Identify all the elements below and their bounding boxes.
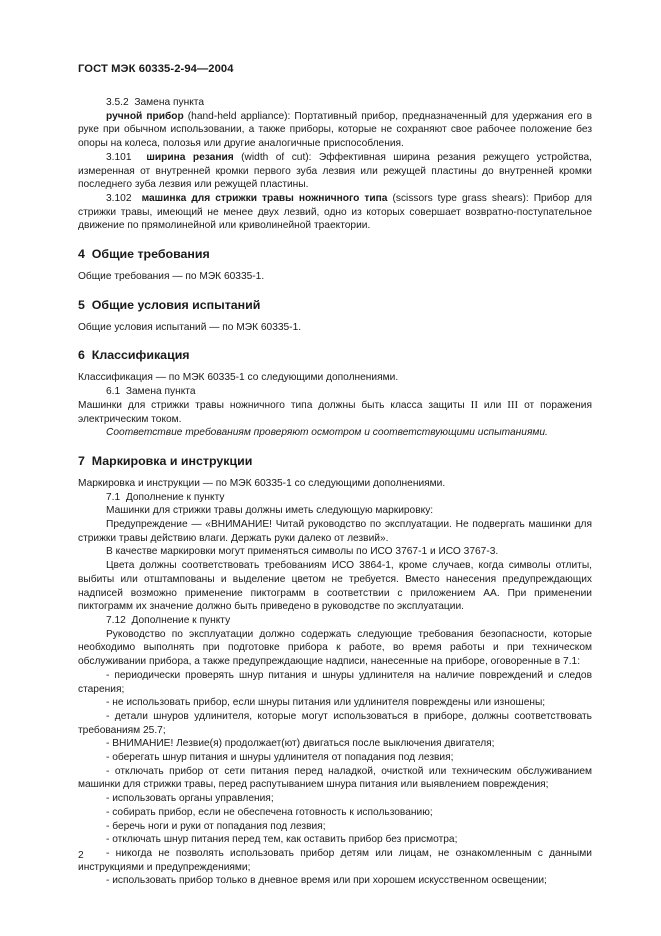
list-item: - использовать прибор только в дневное время или при хорошем искусственном освещении; [106,875,547,887]
clause-text: Замена пункта [134,97,204,108]
list-item: - периодически проверять шнур питания и шнуры удлинителя на наличие повреждений и следов старения; [78,669,592,695]
protection-class-text: Машинки для стрижки травы ножничного типа должны быть класса защиты II или III от поражения электрическим током. [78,398,592,425]
clause-text: Дополнение к пункту [125,491,225,503]
definition-text: (hand-held appliance): Портативный прибор, предназначенный для удержания его в руке при обычном использовании, а также приборы, которые не сохраняют свое рабочее положение без опоры на колеса, полозья или другие аналогичные приспособления. [78,110,593,150]
definition-text: (scissors type grass shears): Прибор для стрижки травы, имеющий не менее двух лезвий, одно из которых совершает возвратно-поступательное движение по прямолинейной или криволинейной траектории. [78,192,592,232]
definition-text: (width of cut): Эффективная ширина резания режущего устройства, измеренная от внутренней кромки первого зуба лезвия или режущей пластины до внутренней кромки последнего зуба лезвия или режущей пластины. [78,151,592,191]
list-item: - ВНИМАНИЕ! Лезвие(я) продолжает(ют) двигаться после выключения двигателя; [106,738,495,750]
list-item: - оберегать шнур питания и шнуры удлинителя от попадания под лезвия; [106,752,454,764]
clause-number: 7.1 [106,491,121,503]
section-number: 4 [78,247,85,262]
clause-text: Дополнение к пункту [131,614,231,626]
term: машинка для стрижки травы ножничного типа [141,192,388,204]
section-number: 6 [78,348,85,363]
clause-number: 3.101 [106,151,132,163]
term: ручной прибор [106,110,184,122]
list-item: - собирать прибор, если не обеспечена готовность к использованию; [106,806,433,818]
colors-text: Цвета должны соответствовать требованиям ИСО 3864-1, кроме случаев, когда символы отлиты, выбиты или отштампованы и выделение цветом не требуется. Вместо нанесения предупреждающих надписей возможно применение пиктограмм в соответствии с приложением АА. При применении пиктограмм их значение должно быть приведено в руководстве по эксплуатации. [78,560,592,613]
clause-6-1 [78,385,592,399]
list-item: - не использовать прибор, если шнуры питания или удлинителя повреждены или изношены; [106,697,546,709]
marking-intro: Машинки для стрижки травы должны иметь следующую маркировку: [106,505,434,517]
document-body [78,96,592,888]
clause-number: 3.102 [106,192,132,204]
clause-text: Замена пункта [125,386,196,398]
term: ширина резания [146,151,234,163]
list-item: - никогда не позволять использовать прибор детям или лицам, не ознакомленным с данными инструкциями и предупреждениями; [78,847,592,873]
clause-number: 6.1 [106,386,121,398]
document-header: ГОСТ МЭК 60335-2-94—2004 [78,63,234,75]
section-title: Классификация [91,348,190,363]
clause-number: 7.12 [106,614,126,626]
section-title: Общие требования [91,247,210,262]
symbols-text: В качестве маркировки могут применяться символы по ИСО 3767-1 и ИСО 3767-3. [106,546,499,558]
section-5-text: Общие условия испытаний — по МЭК 60335-1. [78,321,302,333]
definition-hand-held [78,110,592,151]
section-5-heading [78,298,592,313]
section-4-text: Общие требования — по МЭК 60335-1. [78,271,265,283]
warning-text: Предупреждение — «ВНИМАНИЕ! Читай руководство по эксплуатации. Не подвергать машинки для стрижки травы действию влаги. Держать руки далеко от лезвий». [78,519,592,544]
section-6-text: Классификация — по МЭК 60335-1 со следующими дополнениями. [78,372,399,384]
list-item: - отключать шнур питания перед тем, как оставить прибор без присмотра; [106,834,458,846]
clause-7-1 [78,491,592,505]
section-title: Маркировка и инструкции [91,453,253,468]
list-item: - беречь ноги и руки от попадания под лезвия; [106,820,326,832]
clause-number: 3.5.2 [106,97,129,108]
class-2: II [470,398,478,411]
page-number: 2 [78,850,84,861]
section-4-heading [78,247,592,262]
list-item: - детали шнуров удлинителя, которые могут использоваться в приборе, должны соответствовать требованиям 25.7; [78,710,592,736]
section-number: 5 [78,297,85,312]
section-title: Общие условия испытаний [91,297,261,312]
clause-7-12 [78,614,592,628]
section-7-text: Маркировка и инструкции — по МЭК 60335-1 со следующими дополнениями. [78,477,446,489]
section-7-heading [78,454,592,469]
section-number: 7 [78,453,85,468]
list-item: - использовать органы управления; [106,793,274,805]
definition-3-102 [78,192,592,233]
section-6-heading [78,348,592,363]
manual-requirements: Руководство по эксплуатации должно содержать следующие требования безопасности, которые необходимо выполнять при подготовке прибора к работе, во время работы и при техническом обслуживании прибора, а также предупреждающие надписи, нанесенные на приборе, оговоренные в 7.1: [78,628,592,668]
class-3: III [507,398,519,411]
list-item: - отключать прибор от сети питания перед наладкой, очисткой или техническим обслуживанием машинки для стрижки травы, перед распутыванием шнура питания или выявлением повреждения; [78,765,592,791]
definition-3-101 [78,151,592,192]
clause-3-5-2 [78,96,592,110]
compliance-note: Соответствие требованиям проверяют осмотром и соответствующими испытаниями. [106,427,548,439]
